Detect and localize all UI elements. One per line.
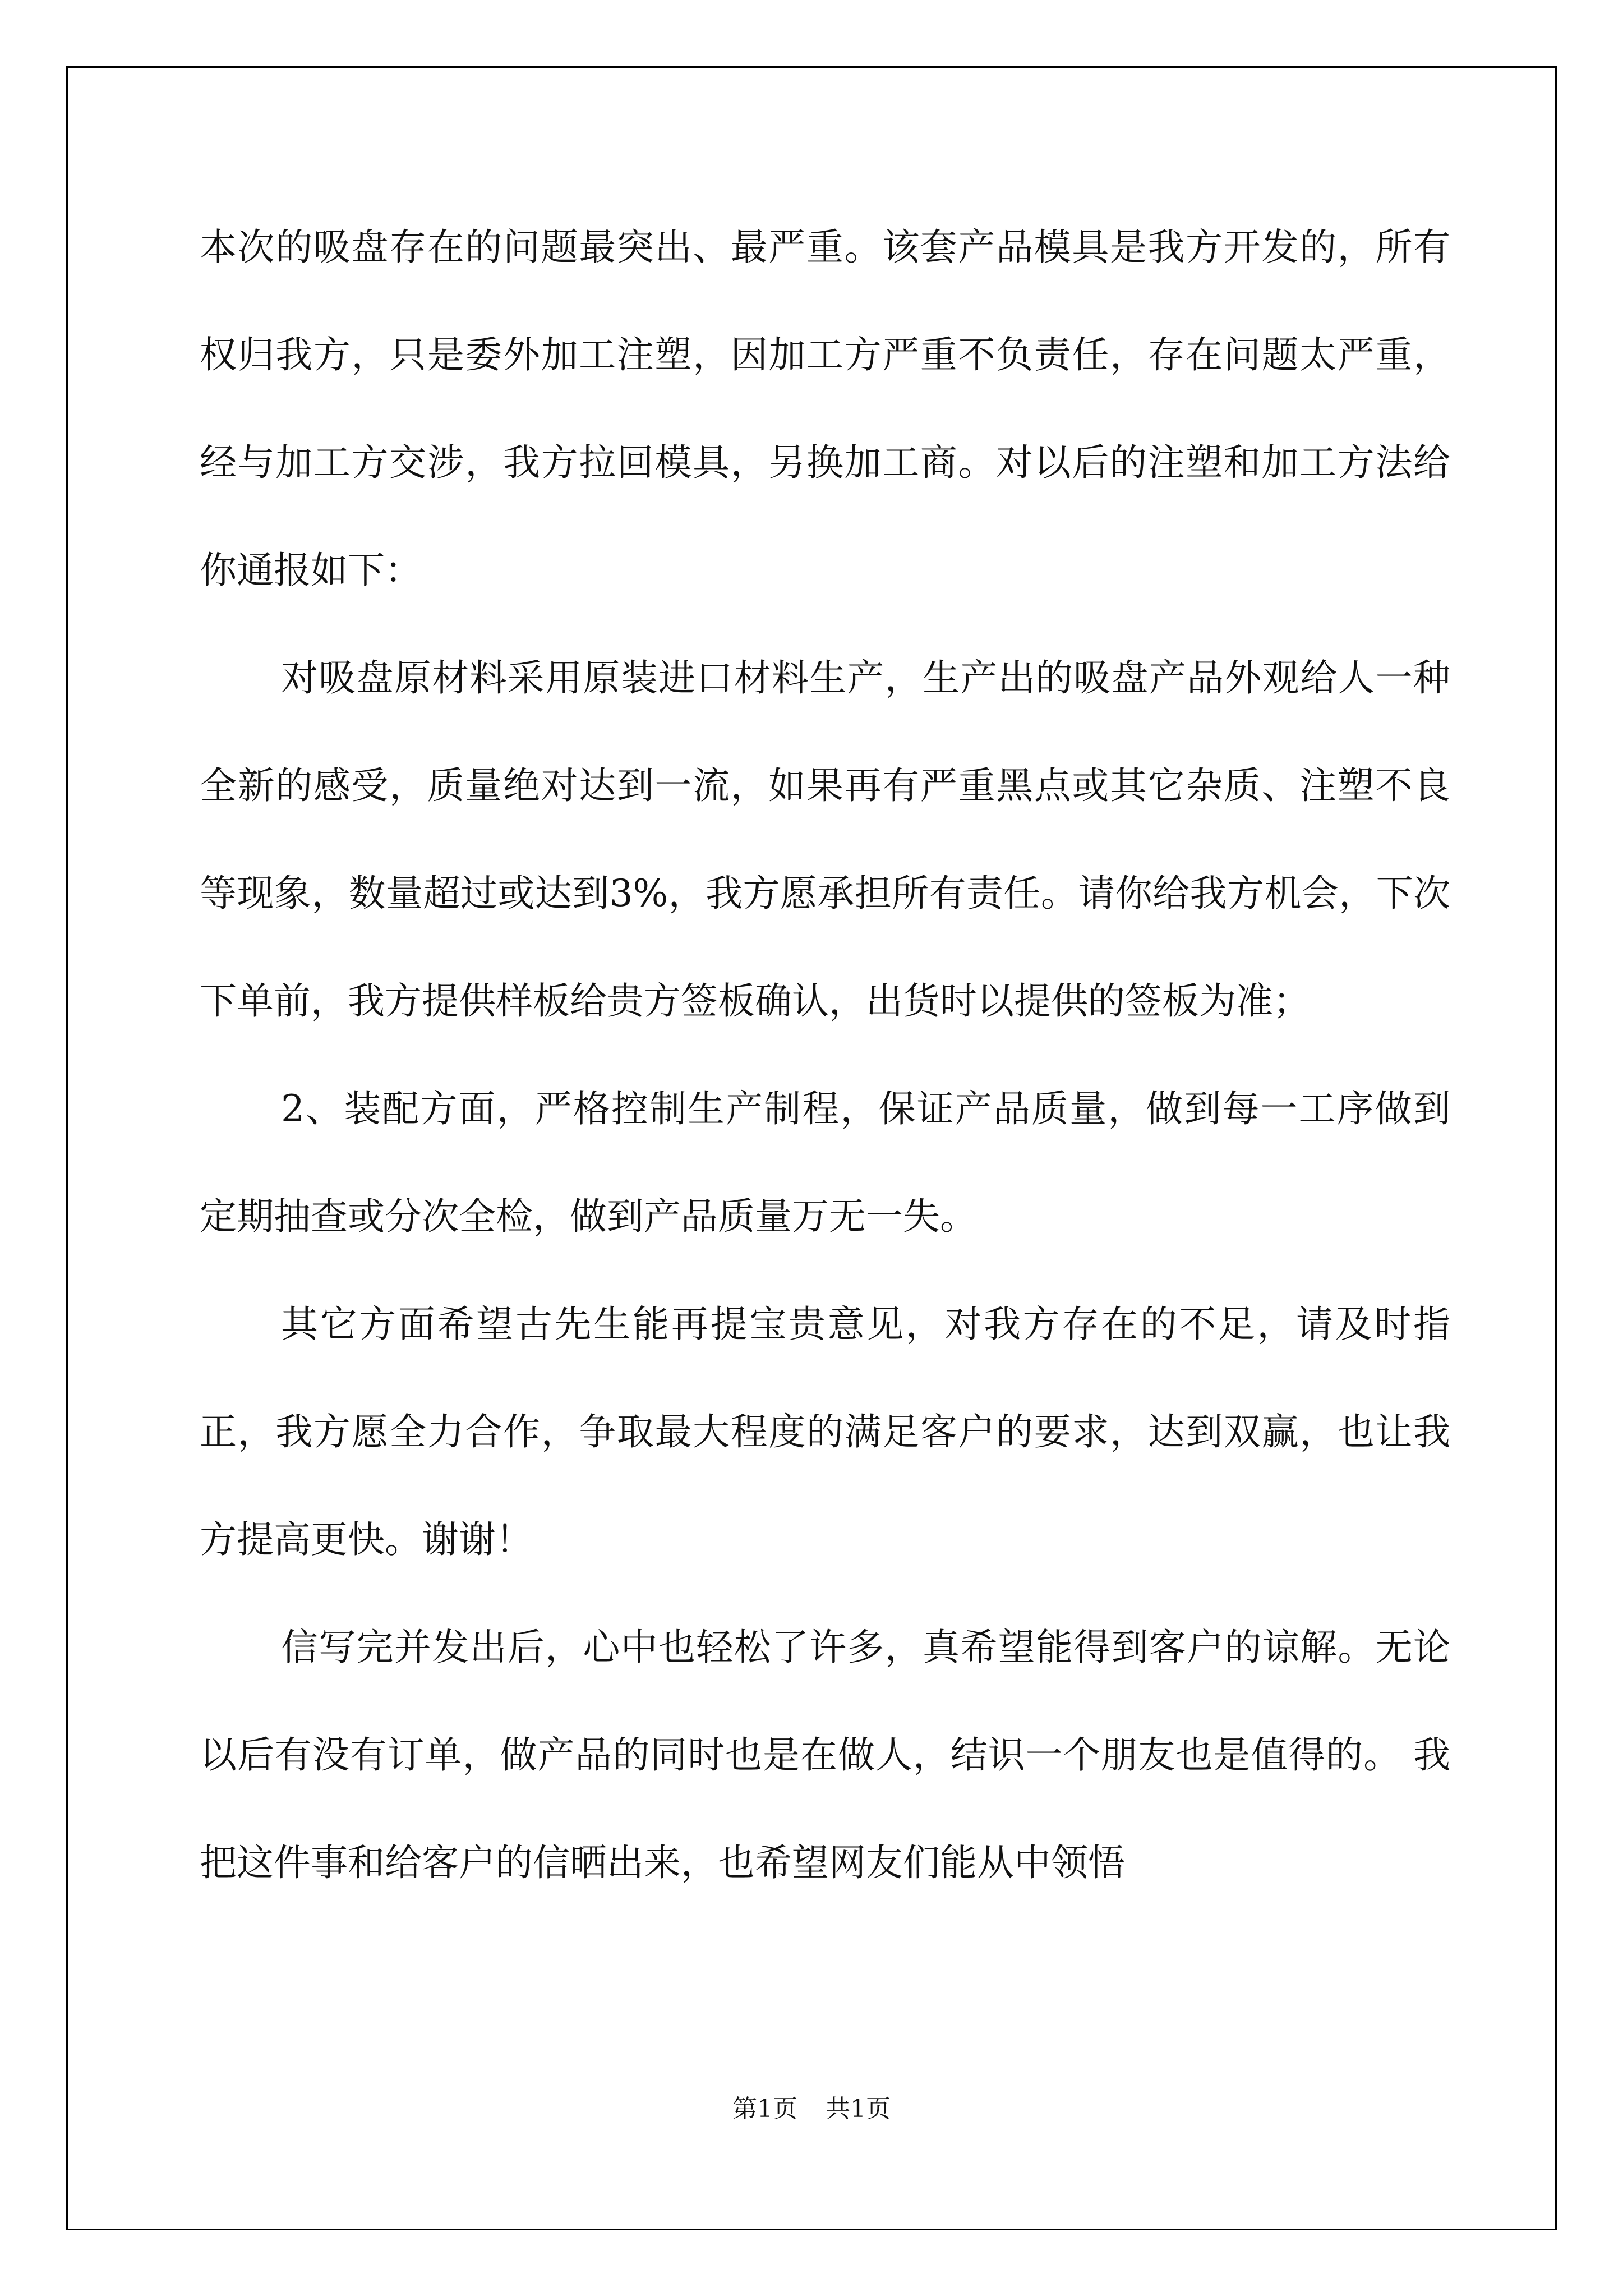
paragraph-4: 其它方面希望古先生能再提宝贵意见，对我方存在的不足，请及时指正，我方愿全力合作，争取最大程度的满足客户的要求，达到双赢，也让我方提高更快。谢谢！ xyxy=(200,1303,1450,1561)
page-number-total: 共1页 xyxy=(826,2095,891,2123)
page-number-current: 第1页 xyxy=(732,2095,797,2123)
paragraph-1: 本次的吸盘存在的问题最突出、最严重。该套产品模具是我方开发的，所有权归我方，只是委外加工注塑，因加工方严重不负责任，存在问题太严重，经与加工方交涉，我方拉回模具，另换加工商。对以后的注塑和加工方法给你通报如下： xyxy=(200,226,1450,592)
paragraph-3: 2、装配方面，严格控制生产制程，保证产品质量，做到每一工序做到定期抽查或分次全检，做到产品质量万无一失。 xyxy=(200,1087,1450,1238)
paragraph-2: 对吸盘原材料采用原装进口材料生产，生产出的吸盘产品外观给人一种全新的感受，质量绝对达到一流，如果再有严重黑点或其它杂质、注塑不良等现象，数量超过或达到3%，我方愿承担所有责任。请你给我方机会，下次下单前，我方提供样板给贵方签板确认，出货时以提供的签板为准； xyxy=(200,656,1450,1023)
document-body xyxy=(200,194,1450,1917)
paragraph-5: 信写完并发出后，心中也轻松了许多，真希望能得到客户的谅解。无论以后有没有订单，做产品的同时也是在做人，结识一个朋友也是值得的。 我把这件事和给客户的信晒出来，也希望网友们能从中领悟 xyxy=(200,1626,1450,1884)
page-footer xyxy=(0,2092,1623,2126)
